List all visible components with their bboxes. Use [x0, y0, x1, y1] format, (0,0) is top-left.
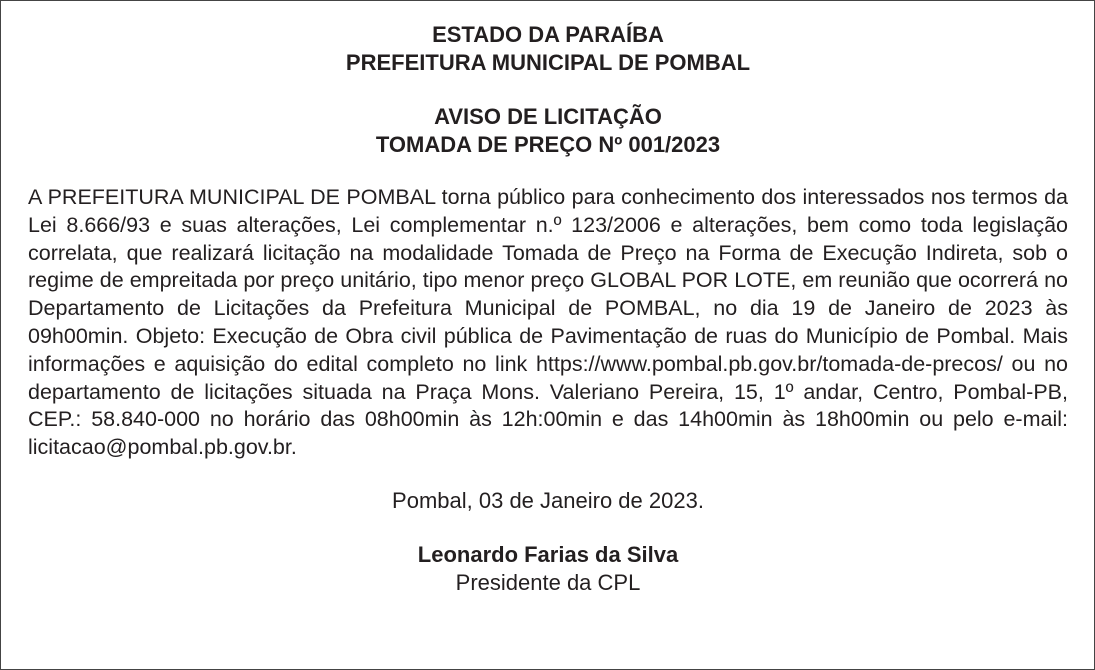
- municipality-heading: PREFEITURA MUNICIPAL DE POMBAL: [345, 50, 751, 75]
- signer-role: Presidente da CPL: [455, 569, 641, 595]
- state-heading: ESTADO DA PARAÍBA: [432, 22, 664, 47]
- signer-name: Leonardo Farias da Silva: [417, 541, 679, 567]
- notice-body: A PREFEITURA MUNICIPAL DE POMBAL torna público para conhecimento dos interessados nos termos da Lei 8.666/93 e suas alterações, Lei complementar n.º 123/2006 e alterações, bem como toda legislação correlata, que realizará licitação na modalidade Tomada de Preço na Forma de Execução Indireta, sob o regime de empreitada por preço unitário, tipo menor preço GLOBAL POR LOTE, em reunião que ocorrerá no Departamento de Licitações da Prefeitura Municipal de POMBAL, no dia 19 de Janeiro de 2023 às 09h00min. Objeto: Execução de Obra civil pública de Pavimentação de ruas do Município de Pombal. Mais informações e aquisição do edital completo no link https://www.pombal.pb.gov.br/tomada-de-precos/ ou no departamento de licitações situada na Praça Mons. Valeriano Pereira, 15, 1º andar, Centro, Pombal-PB, CEP.: 58.840-000 no horário das 08h00min às 12h:00min e das 14h00min às 18h00min ou pelo e-mail: licitacao@pombal.pb.gov.br.: [28, 185, 1068, 460]
- place-date: Pombal, 03 de Janeiro de 2023.: [392, 487, 704, 513]
- title-spacer: [28, 77, 1068, 103]
- notice-subtitle: TOMADA DE PREÇO Nº 001/2023: [375, 132, 721, 157]
- notice-title: AVISO DE LICITAÇÃO: [434, 104, 662, 129]
